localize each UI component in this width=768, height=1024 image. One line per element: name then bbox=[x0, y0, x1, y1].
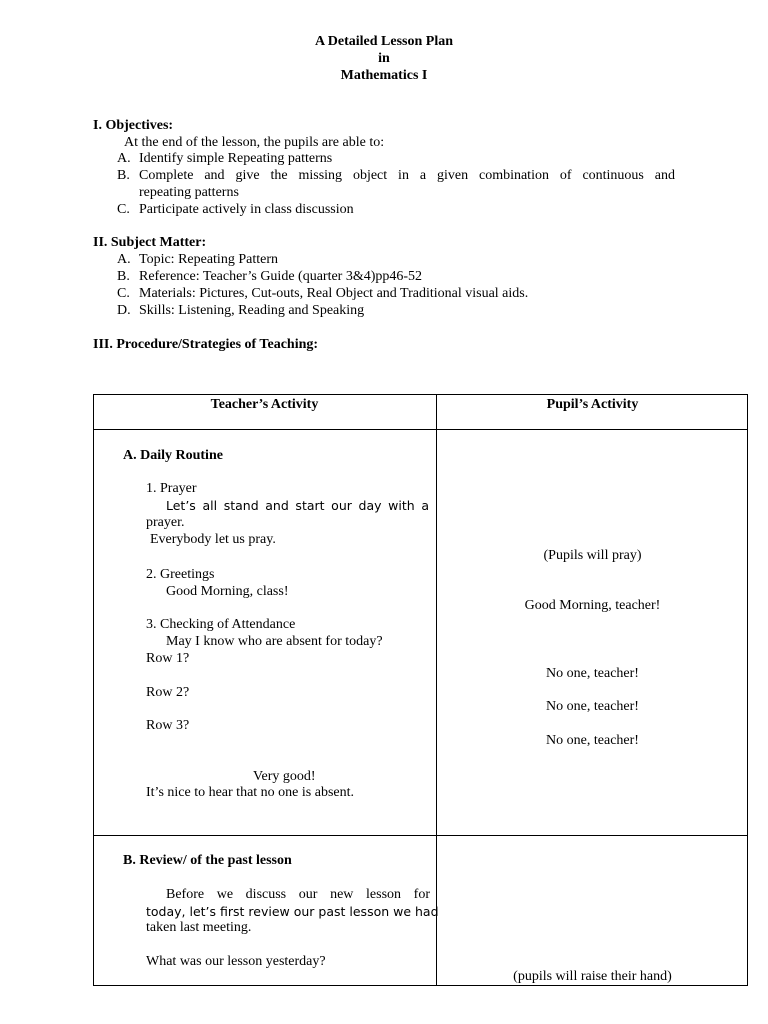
doc-title-line2: in bbox=[378, 51, 390, 66]
nice-line: It’s nice to hear that no one is absent. bbox=[146, 785, 354, 800]
table-row-divider bbox=[93, 835, 748, 836]
pupil-raise-hand: (pupils will raise their hand) bbox=[513, 969, 672, 984]
doc-title-line1: A Detailed Lesson Plan bbox=[314, 34, 454, 49]
objective-letter: B. bbox=[117, 168, 130, 183]
objective-letter: A. bbox=[117, 151, 131, 166]
prayer-label: 1. Prayer bbox=[146, 481, 197, 496]
greetings-label: 2. Greetings bbox=[146, 567, 215, 582]
procedure-heading: III. Procedure/Strategies of Teaching: bbox=[93, 337, 319, 352]
objective-item: Participate actively in class discussion bbox=[139, 202, 354, 217]
subject-item: Reference: Teacher’s Guide (quarter 3&4)pp46-52 bbox=[139, 269, 423, 284]
objective-item: Identify simple Repeating patterns bbox=[139, 151, 333, 166]
prayer-line: prayer. bbox=[146, 515, 185, 530]
objectives-intro: At the end of the lesson, the pupils are able to: bbox=[124, 135, 385, 150]
pupil-row1-answer: No one, teacher! bbox=[546, 666, 639, 681]
subject-letter: A. bbox=[117, 252, 131, 267]
teacher-activity-header: Teacher’s Activity bbox=[210, 397, 319, 412]
attendance-label: 3. Checking of Attendance bbox=[146, 617, 296, 632]
prayer-line: Everybody let us pray. bbox=[150, 532, 276, 547]
attendance-row1: Row 1? bbox=[146, 651, 190, 666]
very-good-line: Very good! bbox=[253, 769, 316, 784]
attendance-line: May I know who are absent for today? bbox=[166, 634, 383, 649]
attendance-row3: Row 3? bbox=[146, 718, 190, 733]
section-a-title: A. Daily Routine bbox=[123, 448, 223, 463]
pupil-pray: (Pupils will pray) bbox=[543, 548, 642, 563]
attendance-row2: Row 2? bbox=[146, 685, 190, 700]
doc-title-line3: Mathematics I bbox=[340, 68, 428, 83]
pupil-greet: Good Morning, teacher! bbox=[524, 598, 661, 613]
review-line: Before we discuss our new lesson for bbox=[166, 887, 430, 902]
review-question: What was our lesson yesterday? bbox=[146, 954, 326, 969]
objectives-heading: I. Objectives: bbox=[93, 118, 174, 133]
objective-item: Complete and give the missing object in a given combination of continuous and bbox=[139, 168, 675, 183]
section-b-title: B. Review/ of the past lesson bbox=[123, 853, 292, 868]
pupil-activity-header: Pupil’s Activity bbox=[546, 397, 639, 412]
subject-item: Skills: Listening, Reading and Speaking bbox=[139, 303, 365, 318]
subject-matter-heading: II. Subject Matter: bbox=[93, 235, 207, 250]
subject-item: Topic: Repeating Pattern bbox=[139, 252, 278, 267]
subject-letter: B. bbox=[117, 269, 130, 284]
review-line: taken last meeting. bbox=[146, 920, 252, 935]
objective-item-continuation: repeating patterns bbox=[139, 185, 239, 200]
subject-item: Materials: Pictures, Cut-outs, Real Object and Traditional visual aids. bbox=[139, 286, 529, 301]
subject-letter: D. bbox=[117, 303, 131, 318]
pupil-row2-answer: No one, teacher! bbox=[546, 699, 639, 714]
review-line: today, let’s first review our past lesson we had bbox=[146, 904, 439, 919]
subject-letter: C. bbox=[117, 286, 130, 301]
prayer-line: Let’s all stand and start our day with a bbox=[166, 498, 429, 513]
table-header-divider bbox=[93, 429, 748, 430]
objective-letter: C. bbox=[117, 202, 130, 217]
pupil-row3-answer: No one, teacher! bbox=[546, 733, 639, 748]
table-column-divider bbox=[436, 394, 437, 986]
greetings-line: Good Morning, class! bbox=[166, 584, 289, 599]
